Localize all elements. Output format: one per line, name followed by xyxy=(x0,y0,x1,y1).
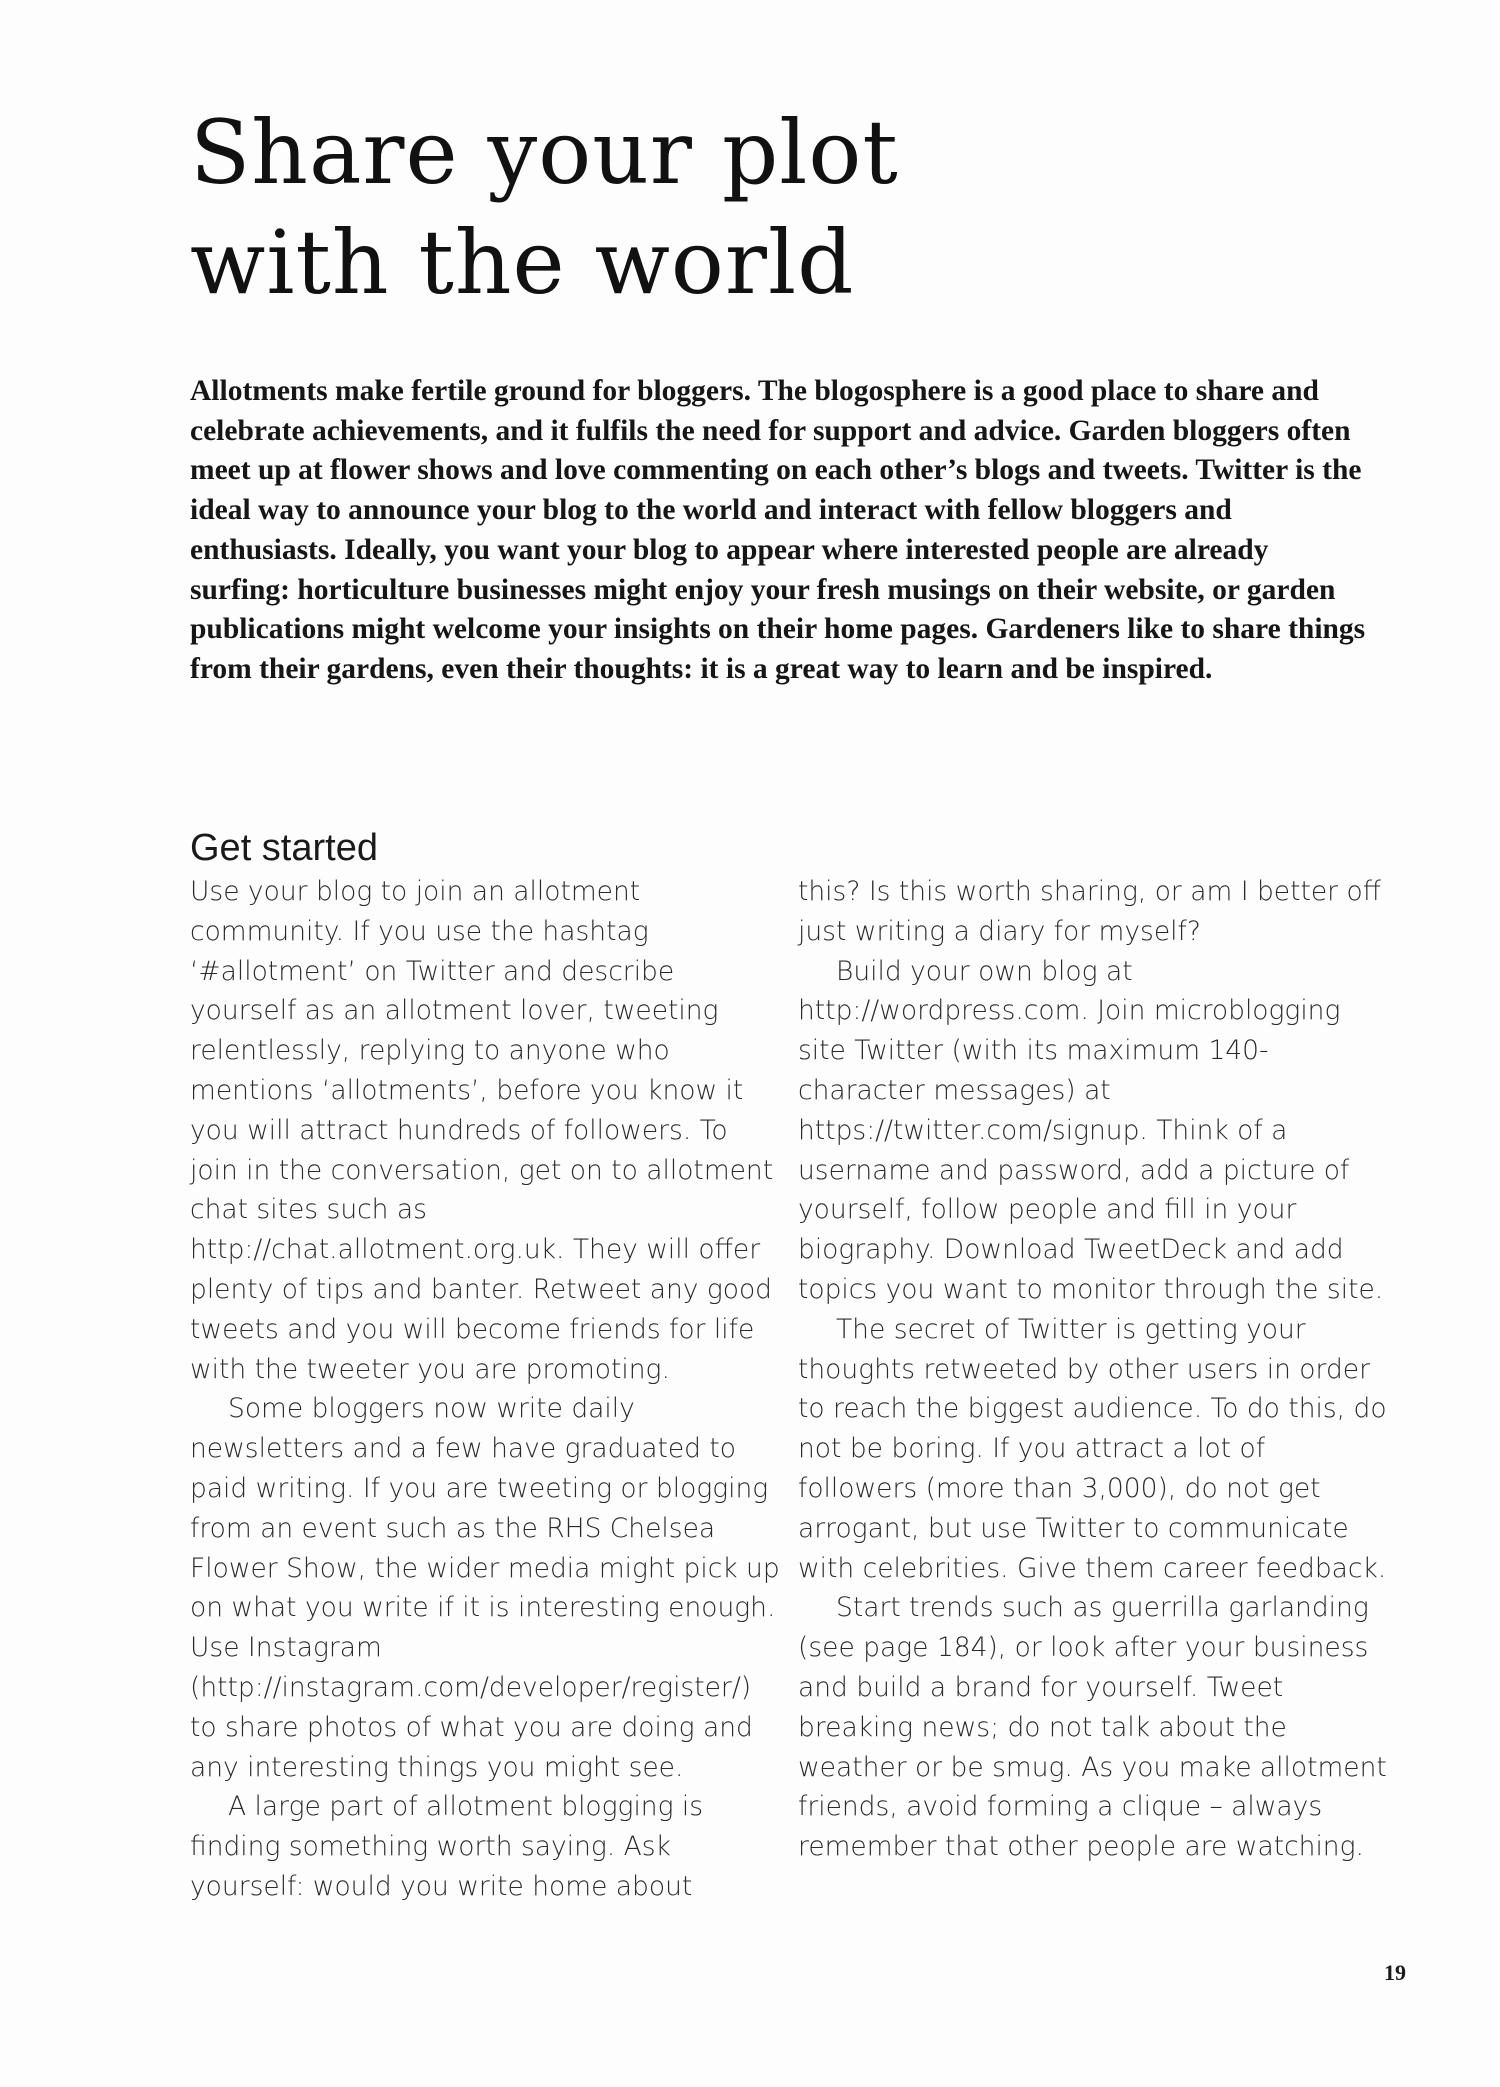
page-number: 19 xyxy=(1384,1960,1406,1985)
right-column xyxy=(798,872,1388,1867)
body-paragraph: Build your own blog at http://wordpress.com. Join microblogging site Twitter (with its maximum 140-character messages) at https://twitter.com/signup. Think of a username and password, add a picture of yourself, follow people and fill in your biography. Download TweetDeck and add topics you want to monitor through the site. xyxy=(798,955,1384,1305)
body-paragraph: this? Is this worth sharing, or am I better off just writing a diary for myself? xyxy=(798,876,1381,947)
page-title-line-1: Share your plot xyxy=(190,101,899,204)
left-column xyxy=(190,872,780,1907)
intro-paragraph: Allotments make fertile ground for bloggers. The blogosphere is a good place to share and celebrate achievements, and it fulfils the need for support and advice. Garden bloggers often meet up at flower shows and love commenting on each other’s blogs and tweets. Twitter is the ideal way to announce your blog to the world and interact with fellow bloggers and enthusiasts. Ideally, you want your blog to appear where interested people are already surfing: horticulture businesses might enjoy your fresh musings on their website, or garden publications might welcome your insights on their home pages. Gardeners like to share things from their gardens, even their thoughts: it is a great way to learn and be inspired. xyxy=(190,375,1366,685)
body-paragraph: The secret of Twitter is getting your thoughts retweeted by other users in order to reach the biggest audience. To do this, do not be boring. If you attract a lot of followers (more than 3,000), do not get arrogant, but use Twitter to communicate with celebrities. Give them career feedback. xyxy=(798,1313,1387,1584)
page-title-line-2: with the world xyxy=(190,211,855,314)
body-paragraph: Some bloggers now write daily newsletters and a few have graduated to paid writing. If you are tweeting or blogging from an event such as the RHS Chelsea Flower Show, the wider media might pick up on what you write if it is interesting enough. Use Instagram (http://instagram.com/developer/register/) to share photos of what you are doing and any interesting things you might see. xyxy=(190,1393,780,1783)
body-paragraph: Use your blog to join an allotment community. If you use the hashtag ‘#allotment’ on Twitter and describe yourself as an allotment lover, tweeting relentlessly, replying to anyone who mentions ‘allotments’, before you know it you will attract hundreds of followers. To join in the conversation, get on to allotment chat sites such as http://chat.allotment.org.uk. They will offer plenty of tips and banter. Retweet any good tweets and you will become friends for life with the tweeter you are promoting. xyxy=(190,876,774,1385)
body-paragraph: A large part of allotment blogging is finding something worth saying. Ask yourself: would you write home about xyxy=(190,1791,704,1902)
body-paragraph: Start trends such as guerrilla garlanding (see page 184), or look after your business and build a brand for yourself. Tweet breaking news; do not talk about the weather or be smug. As you make allotment friends, avoid forming a clique – always remember that other people are watching. xyxy=(798,1592,1387,1863)
section-heading: Get started xyxy=(190,827,378,869)
page-title xyxy=(190,98,1090,318)
